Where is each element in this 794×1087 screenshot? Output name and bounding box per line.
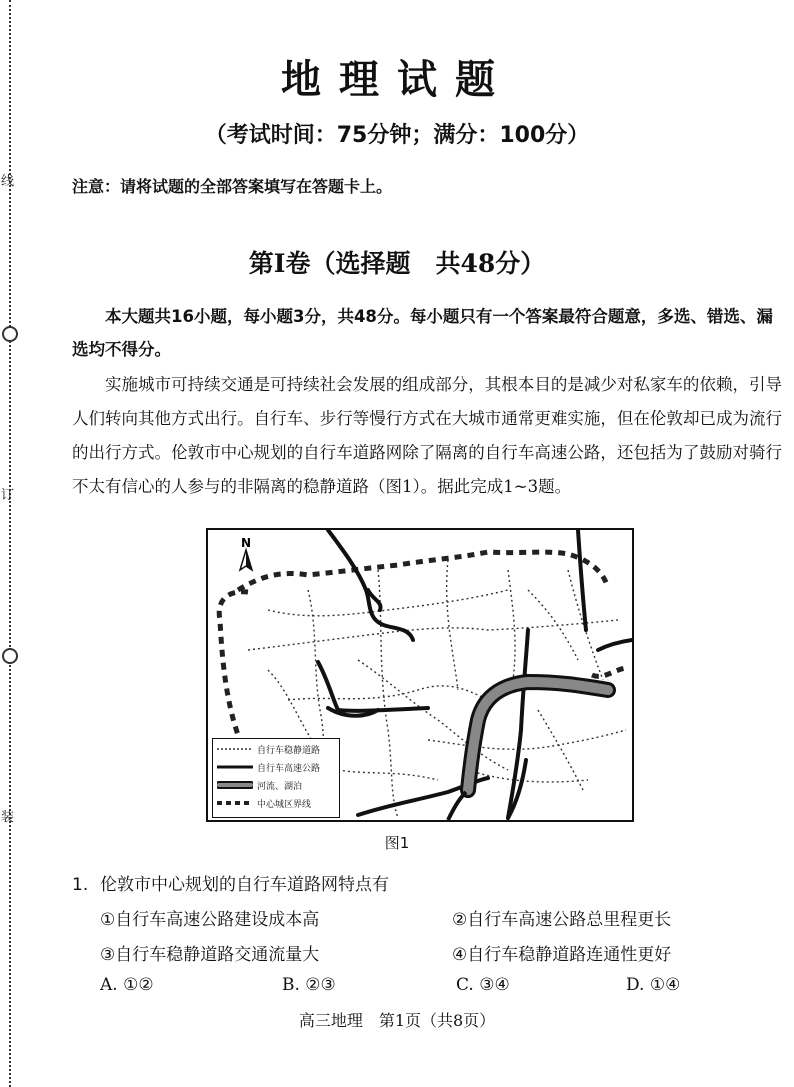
exam-info: （考试时间：75分钟；满分：100分） [204, 123, 590, 148]
notice: 注意：请将试题的全部答案填写在答题卡上。 [72, 177, 393, 196]
statement-2: ②自行车高速公路总里程更长 [452, 910, 672, 930]
dashed-line-icon [217, 799, 253, 807]
statement-4: ④自行车稳静道路连通性更好 [452, 945, 672, 965]
statement-3: ③自行车稳静道路交通流量大 [100, 945, 320, 965]
north-label: N [241, 536, 252, 550]
binding-char-order: 订 [1, 488, 15, 503]
legend-item-quietway: 自行车稳静道路 [217, 741, 320, 757]
choice-c: C. ③④ [456, 975, 510, 995]
binding-char-bind: 装 [1, 810, 15, 825]
map-legend [212, 738, 340, 818]
binding-char-line: 线 [1, 174, 15, 189]
solid-line-icon [217, 763, 253, 771]
binding-hole [2, 326, 18, 342]
london-cycle-map [206, 528, 634, 822]
choice-d: D. ①④ [626, 975, 681, 995]
choice-b: B. ②③ [282, 975, 336, 995]
figure-caption: 图1 [384, 834, 410, 852]
binding-hole [2, 648, 18, 664]
river-thames-inner [468, 682, 608, 790]
reading-passage: 实施城市可持续交通是可持续社会发展的组成部分，其根本目的是减少对私家车的依赖，引导人们转向其他方式出行。自行车、步行等慢行方式在大城市通常更难实施，但在伦敦却已成为流行的出行方式。伦敦市中心规划的自行车道路网除了隔离的自行车高速公路，还包括为了鼓励对骑行不太有信心的人参与的非隔离的稳静道路（图1）。据此完成1~3题。 [72, 375, 782, 496]
legend-item-boundary: 中心城区界线 [217, 795, 311, 811]
section-title: 第Ⅰ卷（选择题 共48分） [248, 249, 546, 278]
north-arrow-icon [240, 550, 252, 570]
legend-item-superhighway: 自行车高速公路 [217, 759, 320, 775]
central-area-boundary-east [592, 668, 626, 676]
binding-margin [0, 0, 22, 1087]
binding-dotted-line [9, 0, 11, 1087]
question-1-stem: 1. 伦敦市中心规划的自行车道路网特点有 [72, 875, 389, 895]
question-number: 1. [72, 875, 89, 895]
page-title: 地理试题 [281, 57, 513, 103]
legend-item-river: 河流、湖泊 [217, 777, 302, 793]
river-icon [217, 780, 253, 790]
section-instructions: 本大题共16小题，每小题3分，共48分。每小题只有一个答案最符合题意，多选、错选、漏选均不得分。 [72, 307, 773, 359]
dotted-line-icon [217, 745, 253, 753]
choice-a: A. ①② [100, 975, 154, 995]
page-footer: 高三地理 第1页（共8页） [298, 1011, 496, 1030]
statement-1: ①自行车高速公路建设成本高 [100, 910, 320, 930]
